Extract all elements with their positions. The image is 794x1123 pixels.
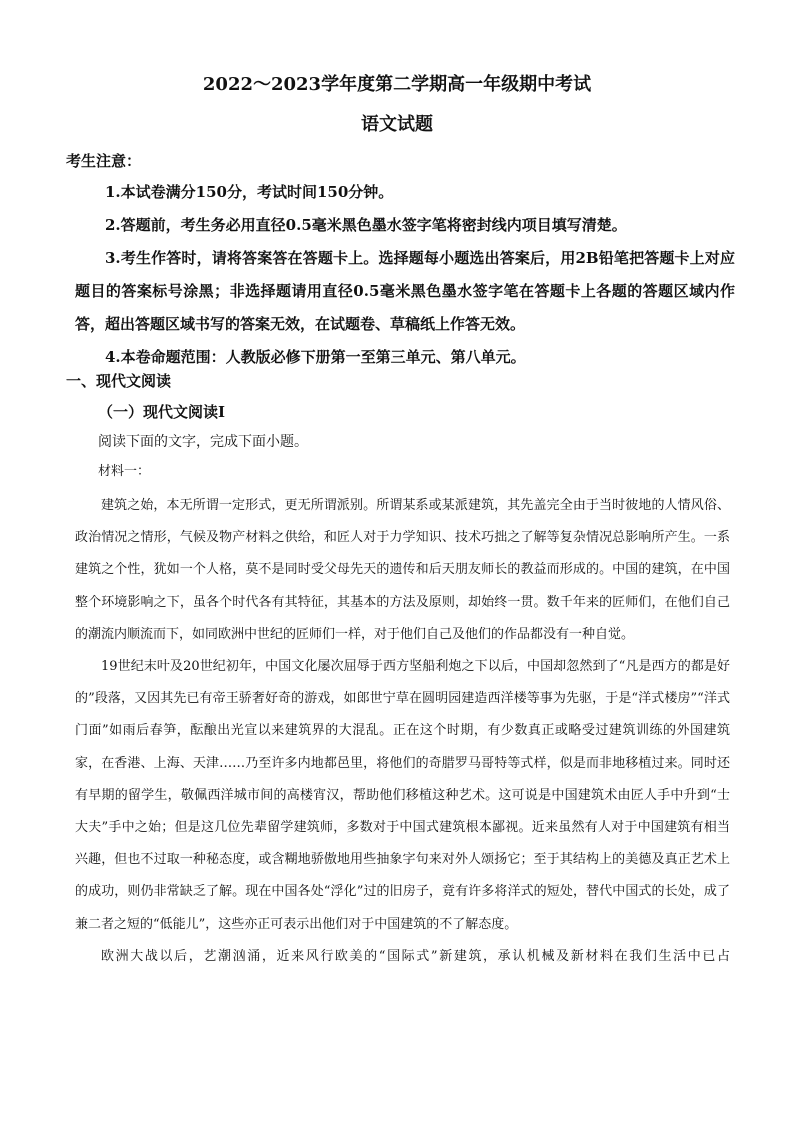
notice-item: 4.本卷命题范围：人教版必修下册第一至第三单元、第八单元。 xyxy=(105,348,526,366)
material-paragraph: 建筑之始，本无所谓一定形式，更无所谓派别。所谓某系或某派建筑，其先盖完全由于当时彼地的人情风俗、政治情况之情形，气候及物产材料之供给，和匠人对于力学知识、技术巧拙之了解等复杂情况总影响所产生。一系建筑之个性，犹如一个人格，莫不是同时受父母先天的遗传和后天朋友师长的教益而形成的。中国的建筑，在中国整个环境影响之下，虽各个时代各有其特征，其基本的方法及原则，却始终一贯。数千年来的匠师们，在他们自己的潮流内顺流而下，如同欧洲中世纪的匠师们一样，对于他们自己及他们的作品都没有一种自觉。 xyxy=(75,498,730,642)
exam-title: 2022～2023学年度第二学期高一年级期中考试 xyxy=(202,74,592,95)
reading-instruction: 阅读下面的文字，完成下面小题。 xyxy=(98,434,308,450)
subject-title: 语文试题 xyxy=(361,114,433,135)
notice-item: 1.本试卷满分150分，考试时间150分钟。 xyxy=(105,183,394,201)
subsection-heading: （一）现代文阅读Ⅰ xyxy=(98,403,226,421)
material-paragraph: 19世纪末叶及20世纪初年，中国文化屡次屈辱于西方坚船利炮之下以后，中国却忽然到了“凡是西方的都是好的”段落，又因其先已有帝王骄奢好奇的游戏，如郎世宁草在圆明园建造西洋楼等事为先驱，于是“洋式楼房”“洋式门面”如雨后春笋，酝酿出光宣以来建筑界的大混乱。正在这个时期，有少数真正或略受过建筑训练的外国建筑家，在香港、上海、天津……乃至许多内地都邑里，将他们的奇腊罗马哥特等式样，似是而非地移植过来。同时还有早期的留学生，敬佩西洋城市间的高楼宵汉，帮助他们移植这种艺术。这可说是中国建筑术由匠人手中升到“士大夫”手中之始；但是这几位先辈留学建筑师，多数对于中国式建筑根本鄙视。近来虽然有人对于中国建筑有相当兴趣，但也不过取一种秘态度，或含糊地骄傲地用些抽象字句来对外人颂扬它；至于其结构上的美德及真正艺术上的成功，则仍非常缺乏了解。现在中国各处“浮化”过的旧房子，竟有许多将洋式的短处，替代中国式的长处，成了兼二者之短的“低能儿”，这些亦正可表示出他们对于中国建筑的不了解态度。 xyxy=(75,659,730,932)
material-label: 材料一： xyxy=(98,464,151,479)
notice-item: 2.答题前，考生务必用直径0.5毫米黑色墨水签字笔将密封线内项目填写清楚。 xyxy=(105,216,627,234)
notice-item: 3.考生作答时，请将答案答在答题卡上。选择题每小题选出答案后，用2B铅笔把答题卡上对应题目的答案标号涂黑；非选择题请用直径0.5毫米黑色墨水签字笔在答题卡上各题的答题区域内作答，超出答题区域书写的答案无效，在试题卷、草稿纸上作答无效。 xyxy=(75,249,735,333)
notice-list xyxy=(75,176,735,374)
material-paragraph: 欧洲大战以后，艺潮汹涌，近来风行欧美的“国际式”新建筑，承认机械及新材料在我们生活中已占 xyxy=(101,948,730,964)
material-text xyxy=(75,490,730,973)
notice-label: 考生注意： xyxy=(66,152,142,170)
section-heading: 一、现代文阅读 xyxy=(66,372,172,390)
